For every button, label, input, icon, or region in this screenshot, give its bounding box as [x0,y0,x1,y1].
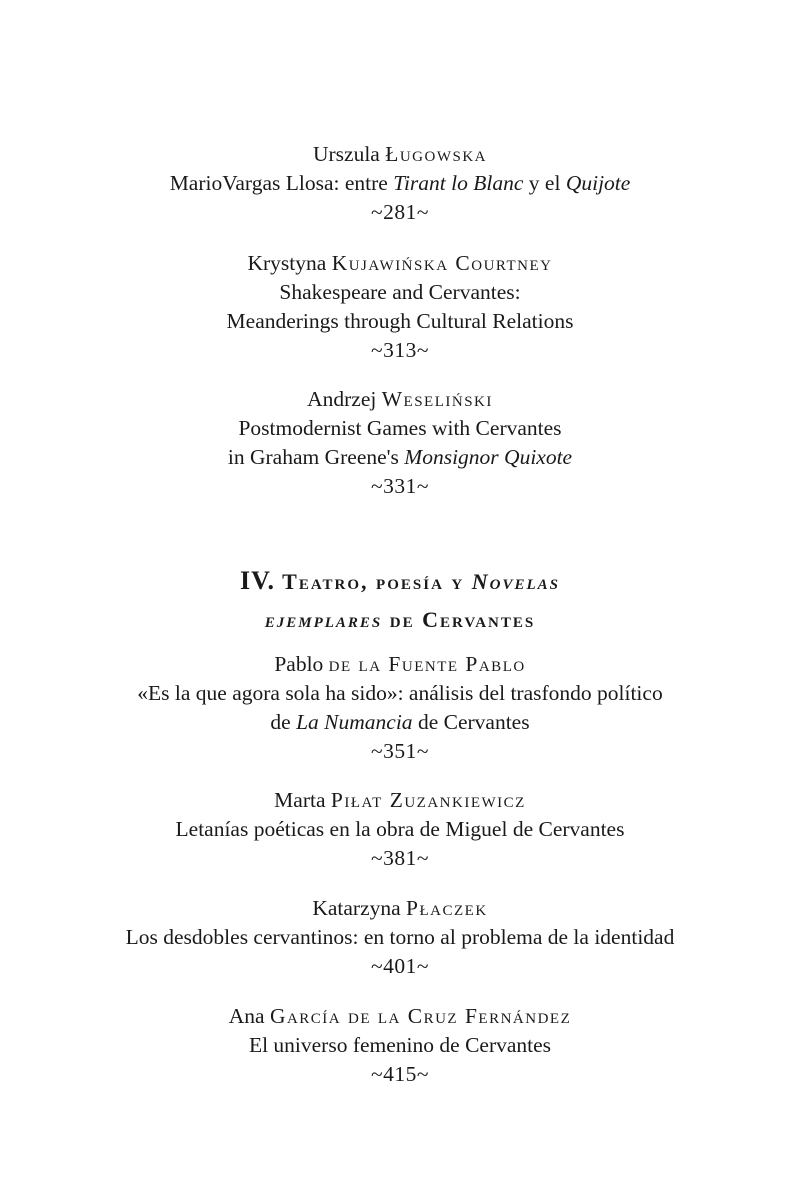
author-first-name: Katarzyna [312,896,401,920]
author-last-name: Płaczek [406,896,488,920]
author-first-name: Pablo [274,652,324,676]
section-title-text: Teatro, poesía y [282,569,465,594]
entry-title: Shakespeare and Cervantes: [279,280,521,304]
entry-author [0,1002,800,1031]
author-last-name: Weseliński [381,387,493,411]
entry-title: El universo femenino de Cervantes [248,1033,552,1057]
entry-author [0,140,800,169]
entry-title [0,708,800,737]
entry-title: Meanderings through Cultural Relations [226,309,574,333]
section-title-italic: Novelas [471,569,560,594]
title-italic: Tirant lo Blanc [393,171,524,195]
section-numeral: IV. [240,566,276,595]
section-title-text: de Cervantes [389,607,536,632]
entry-author [0,650,800,679]
toc-entry [0,249,800,365]
entry-page-number: ~415~ [370,1062,429,1086]
section-title-italic: ejemplares [264,607,383,632]
toc-entry [0,1002,800,1089]
entry-page-number: ~281~ [370,200,429,224]
title-italic: Monsignor Quixote [404,445,573,469]
entry-page-number: ~331~ [370,474,429,498]
author-first-name: Urszula [312,142,380,166]
title-text: de [270,710,297,734]
toc-entry [0,894,800,981]
section-heading-line [0,601,800,639]
entry-page-number: ~381~ [370,846,429,870]
author-last-name: Piłat Zuzankiewicz [330,788,526,812]
author-last-name: García de la Cruz Fernández [269,1004,572,1028]
entry-page-number: ~313~ [370,338,429,362]
entry-author [0,249,800,278]
author-last-name: de la Fuente Pablo [328,652,526,676]
entry-title: Postmodernist Games with Cervantes [238,416,562,440]
section-heading-line [0,562,800,601]
author-first-name: Marta [274,788,326,812]
entry-author [0,786,800,815]
entry-title: Letanías poéticas en la obra de Miguel de Cervantes [175,817,625,841]
title-text: MarioVargas Llosa: entre [169,171,394,195]
entry-title: Los desdobles cervantinos: en torno al problema de la identidad [125,925,675,949]
entry-author [0,894,800,923]
entry-title [0,443,800,472]
title-text: de Cervantes [412,710,530,734]
entry-page-number: ~351~ [370,739,429,763]
author-first-name: Krystyna [247,251,327,275]
entry-author [0,385,800,414]
entry-title [0,169,800,198]
author-first-name: Ana [228,1004,265,1028]
author-last-name: Kujawińska Courtney [331,251,553,275]
toc-entry [0,385,800,501]
author-first-name: Andrzej [307,387,377,411]
title-italic: Quijote [565,171,631,195]
title-text: y el [523,171,566,195]
title-text: in Graham Greene's [227,445,405,469]
toc-entry [0,140,800,227]
toc-entry [0,650,800,766]
entry-page-number: ~401~ [370,954,429,978]
author-last-name: Ługowska [385,142,488,166]
section-heading [0,562,800,639]
entry-title: «Es la que agora sola ha sido»: análisis del trasfondo político [137,681,663,705]
title-italic: La Numancia [296,710,413,734]
toc-entry [0,786,800,873]
